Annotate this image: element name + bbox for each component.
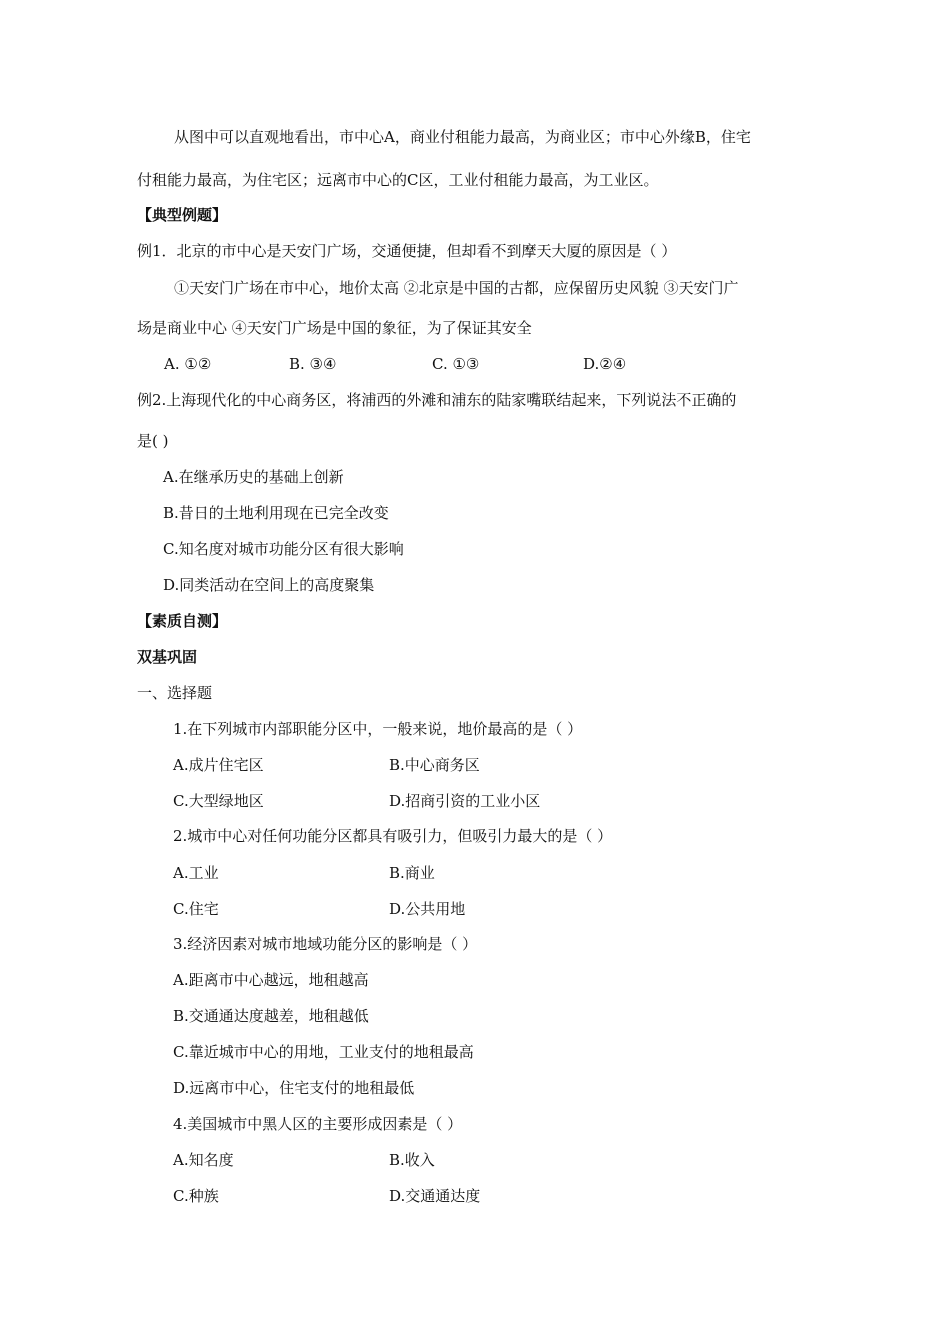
- section-title: 一、选择题: [137, 684, 213, 702]
- question-4-option-d: D.交通通达度: [389, 1187, 481, 1205]
- question-2-option-c: C.住宅: [173, 900, 219, 918]
- question-3-option-c: C.靠近城市中心的用地，工业支付的地租最高: [173, 1043, 474, 1061]
- question-1-option-d: D.招商引资的工业小区: [389, 792, 541, 810]
- question-3-stem: 3.经济因素对城市地域功能分区的影响是（ ）: [173, 935, 478, 953]
- example-2-stem-line-2: 是( ): [137, 432, 169, 450]
- example-1-items-line-1: ①天安门广场在市中心，地价太高 ②北京是中国的古都，应保留历史风貌 ③天安门广: [174, 279, 739, 297]
- question-4-option-b: B.收入: [389, 1151, 435, 1169]
- example-2-option-b: B.昔日的土地利用现在已完全改变: [163, 504, 389, 522]
- example-1-stem: 例1．北京的市中心是天安门广场，交通便捷，但却看不到摩天大厦的原因是（ ）: [137, 242, 677, 260]
- question-3-option-b: B.交通通达度越差，地租越低: [173, 1007, 369, 1025]
- example-2-option-d: D.同类活动在空间上的高度聚集: [163, 576, 375, 594]
- question-1-option-b: B.中心商务区: [389, 756, 480, 774]
- intro-line-2: 付租能力最高，为住宅区；远离市中心的C区，工业付租能力最高，为工业区。: [137, 171, 659, 189]
- question-4-stem: 4.美国城市中黑人区的主要形成因素是（ ）: [173, 1115, 463, 1133]
- self-test-heading: 【素质自测】: [137, 612, 228, 630]
- example-2-option-c: C.知名度对城市功能分区有很大影响: [163, 540, 404, 558]
- self-test-subheading: 双基巩固: [137, 648, 198, 666]
- question-3-option-d: D.远离市中心，住宅支付的地租最低: [173, 1079, 415, 1097]
- question-2-stem: 2.城市中心对任何功能分区都具有吸引力，但吸引力最大的是（ ）: [173, 827, 613, 845]
- example-1-option-a: A. ①②: [164, 355, 212, 373]
- question-3-option-a: A.距离市中心越远，地租越高: [173, 971, 369, 989]
- example-2-option-a: A.在继承历史的基础上创新: [163, 468, 344, 486]
- question-1-option-c: C.大型绿地区: [173, 792, 264, 810]
- example-1-option-d: D.②④: [583, 355, 627, 373]
- question-2-option-b: B.商业: [389, 864, 435, 882]
- intro-line-1: 从图中可以直观地看出，市中心A，商业付租能力最高，为商业区；市中心外缘B，住宅: [174, 128, 751, 146]
- question-4-option-c: C.种族: [173, 1187, 219, 1205]
- question-1-option-a: A.成片住宅区: [173, 756, 264, 774]
- example-1-items-line-2: 场是商业中心 ④天安门广场是中国的象征，为了保证其安全: [137, 319, 532, 337]
- example-1-option-c: C. ①③: [432, 355, 480, 373]
- question-4-option-a: A.知名度: [173, 1151, 234, 1169]
- typical-examples-heading: 【典型例题】: [137, 206, 228, 224]
- question-2-option-a: A.工业: [173, 864, 219, 882]
- question-2-option-d: D.公共用地: [389, 900, 466, 918]
- example-2-stem-line-1: 例2.上海现代化的中心商务区，将浦西的外滩和浦东的陆家嘴联结起来，下列说法不正确的: [137, 391, 737, 409]
- example-1-option-b: B. ③④: [289, 355, 337, 373]
- question-1-stem: 1.在下列城市内部职能分区中，一般来说，地价最高的是（ ）: [173, 720, 583, 738]
